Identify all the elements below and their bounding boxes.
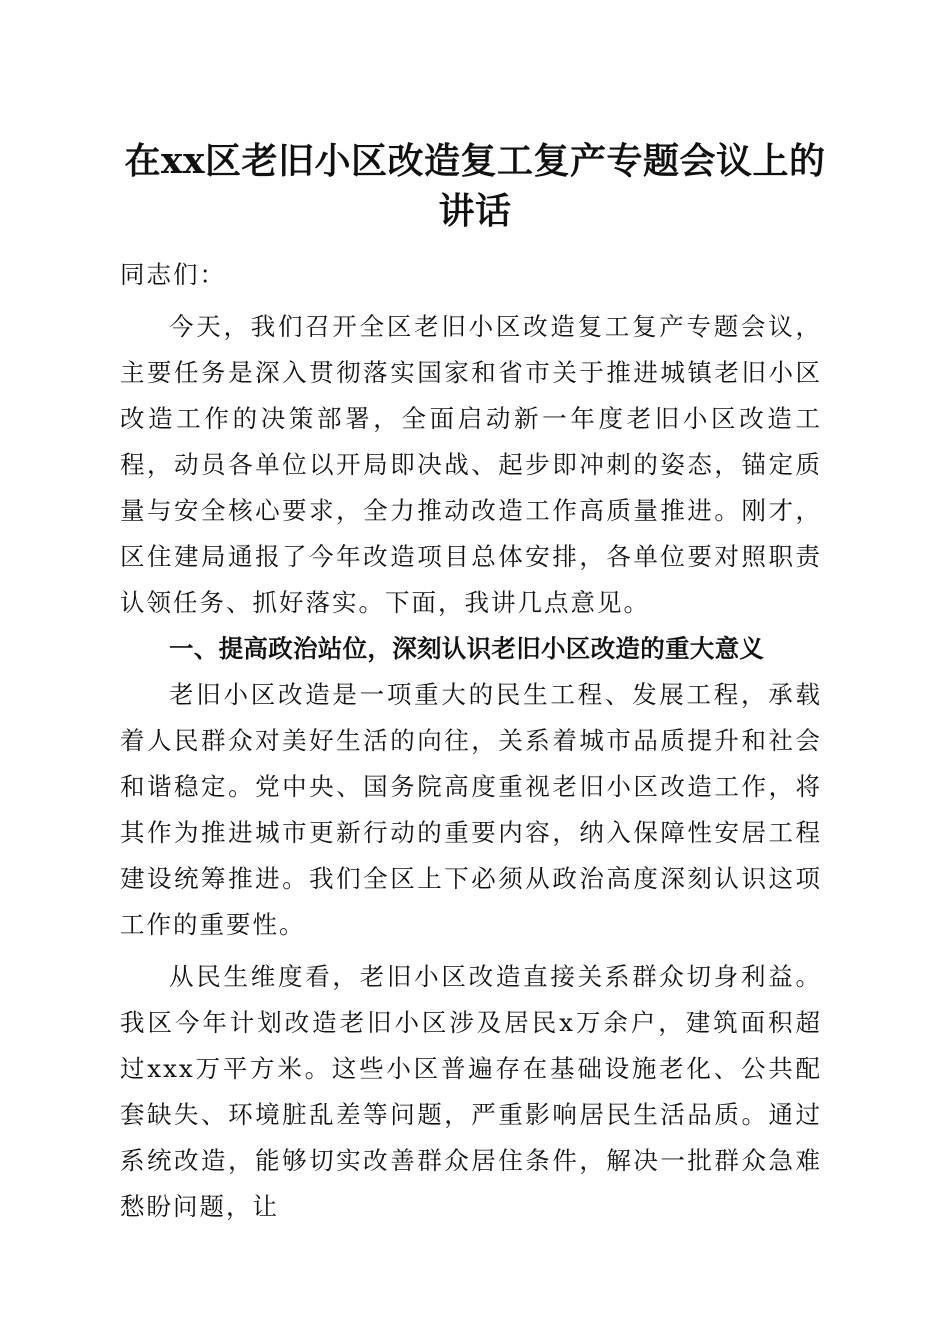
title-line-1: 在xx区老旧小区改造复工复产专题会议上的 bbox=[124, 140, 826, 182]
document-title bbox=[100, 136, 850, 236]
paragraph-intro: 今天，我们召开全区老旧小区改造复工复产专题会议，主要任务是深入贯彻落实国家和省市关于推进城镇老旧小区改造工作的决策部署，全面启动新一年度老旧小区改造工程，动员各单位以开局即决战、起步即冲刺的姿态，锚定质量与安全核心要求，全力推动改造工作高质量推进。刚才，区住建局通报了今年改造项目总体安排，各单位要对照职责认领任务、抓好落实。下面，我讲几点意见。 bbox=[120, 312, 822, 617]
paragraph-livelihood: 从民生维度看，老旧小区改造直接关系群众切身利益。我区今年计划改造老旧小区涉及居民x万余户，建筑面积超过xxx万平方米。这些小区普遍存在基础设施老化、公共配套缺失、环境脏乱差等问题，严重影响居民生活品质。通过系统改造，能够切实改善群众居住条件，解决一批群众急难愁盼问题，让 bbox=[120, 962, 822, 1221]
paragraph-significance: 老旧小区改造是一项重大的民生工程、发展工程，承载着人民群众对美好生活的向往，关系着城市品质提升和社会和谐稳定。党中央、国务院高度重视老旧小区改造工作，将其作为推进城市更新行动的重要内容，纳入保障性安居工程建设统筹推进。我们全区上下必须从政治高度深刻认识这项工作的重要性。 bbox=[120, 680, 822, 939]
document-body bbox=[120, 252, 822, 1230]
section-heading-1: 一、提高政治站位，深刻认识老旧小区改造的重大意义 bbox=[169, 634, 765, 663]
title-line-2: 讲话 bbox=[438, 190, 512, 232]
salutation: 同志们： bbox=[120, 260, 226, 289]
